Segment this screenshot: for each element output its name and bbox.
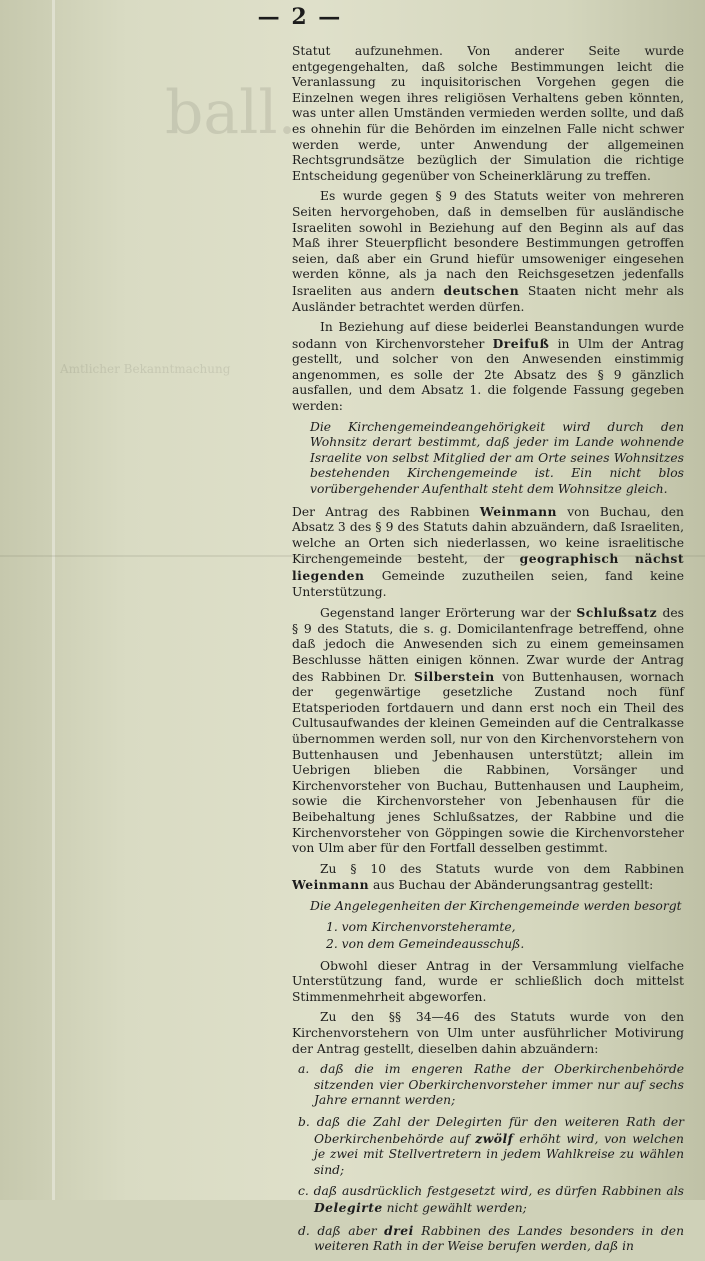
emphasis: zwölf bbox=[475, 1130, 514, 1146]
paragraph bbox=[292, 44, 684, 184]
list-item-text: Rabbinen des Landes besonders in den weiteren Rath in der Weise berufen werden, daß in bbox=[314, 1223, 684, 1254]
list-item: 1. vom Kirchenvorsteheramte, bbox=[326, 920, 516, 935]
paragraph bbox=[292, 862, 684, 894]
paragraph-text: von Buttenhausen, wornach der gegenwärtige gesetzliche Zustand noch fünf Etatsperioden fortdauern und dann erst noch ein Theil des Cultusaufwandes der kleinen Gemeinden auf die Centralkasse übernommen werden soll, nur von den Kirchenvorstehern von Buttenhausen und Jebenhausen unterstützt; allein im Uebrigen blieben die Rabbinen, Vorsänger und Kirchenvorsteher von Buchau, Buttenhausen und Laupheim, sowie die Kirchenvorsteher von Jebenhausen für die Beibehaltung jenes Schlußsatzes, der Rabbine und die Kirchenvorsteher von Göppingen sowie die Kirchenvorsteher von Ulm aber für den Fortfall desselben gestimmt. bbox=[292, 669, 684, 856]
list-item-text: nicht gewählt werden; bbox=[386, 1200, 527, 1215]
emphasis: deutschen bbox=[443, 282, 520, 298]
paragraph bbox=[292, 320, 684, 415]
paragraph-text: Gemeinde zuzutheilen seien, fand keine Unterstützung. bbox=[292, 569, 684, 599]
emphasis: Weinmann bbox=[292, 877, 370, 893]
bleed-through-heading: ball. bbox=[165, 78, 297, 148]
paper-fold-vertical bbox=[52, 0, 55, 1200]
paragraph-text: Es wurde gegen § 9 des Statuts weiter von mehreren Seiten hervorgehoben, daß in demselben für ausländische Israeliten sowohl in Beziehung auf den Beginn als auf das Maß ihrer Steuerpflicht besondere Bestimmungen getroffen seien, daß aber ein Grund hiefür umsoweniger eingesehen werden könne, als ja nach den Reichsgesetzen jedenfalls Israeliten aus andern bbox=[292, 189, 684, 298]
quoted-text: Die Angelegenheiten der Kirchengemeinde werden besorgt bbox=[310, 898, 682, 913]
paragraph-text: Gegenstand langer Erörterung war der bbox=[320, 606, 571, 621]
paragraph-text: Der Antrag des Rabbinen bbox=[292, 504, 470, 519]
list-item-text: d. daß aber bbox=[298, 1223, 377, 1238]
paragraph-text: von Buchau, den Absatz 3 des § 9 des Statuts dahin abzuändern, daß Israeliten, welche an Orten sich niederlassen, wo keine israelitische Kirchengemeinde besteht, der bbox=[292, 504, 684, 567]
sub-list bbox=[326, 920, 684, 952]
list-item-text: c. daß ausdrücklich festgesetzt wird, es dürfen Rabbinen als bbox=[298, 1184, 684, 1199]
emphasis: Delegirte bbox=[314, 1199, 383, 1215]
paragraph-text: des § 9 des Statuts, die s. g. Domicilantenfrage betreffend, ohne daß jedoch die Anwesenden sich zu einem gemeinsamen Beschlusse hätten einigen können. Zwar wurde der Antrag des Rabbinen Dr. bbox=[292, 606, 684, 684]
list-item: a. daß die im engeren Rathe der Oberkirchenbehörde sitzenden vier Oberkirchenvorsteher immer nur auf sechs Jahre ernannt werden; bbox=[298, 1062, 684, 1108]
emphasis: Silberstein bbox=[414, 668, 495, 684]
paragraph bbox=[292, 605, 684, 857]
paragraph: Zu den §§ 34—46 des Statuts wurde von den Kirchenvorstehern von Ulm unter ausführlicher Motivirung der Antrag gestellt, dieselben dahin abzuändern: bbox=[292, 1010, 684, 1056]
list-item bbox=[292, 1223, 684, 1255]
emphasis: Dreifuß bbox=[492, 335, 550, 351]
amendment-list bbox=[292, 1062, 684, 1255]
page-number: — 2 — bbox=[257, 4, 343, 30]
text-column bbox=[292, 44, 684, 1261]
paragraph-text: in Ulm der Antrag gestellt, und solcher von den Anwesenden einstimmig angenommen, es solle der 2te Absatz des § 9 gänzlich ausfallen, und dem Absatz 1. die folgende Fassung gegeben werden: bbox=[292, 336, 684, 414]
list-item-text: erhöht wird, von welchen je zwei mit Stellvertretern in jedem Wahlkreise zu wählen sind; bbox=[314, 1131, 684, 1177]
quoted-text: Die Kirchengemeindeangehörigkeit wird durch den Wohnsitz derart bestimmt, daß jeder im Lande wohnende Israelite von selbst Mitglied der am Orte seines Wohnsitzes bestehenden Kirchengemeinde ist. Ein nicht blos vorübergehender Aufenthalt steht dem Wohnsitze gleich. bbox=[310, 419, 684, 497]
bleed-through-fragment: Amtlicher Bekanntmachung bbox=[60, 362, 231, 376]
paragraph bbox=[292, 189, 684, 315]
emphasis: geographisch nächst liegenden bbox=[292, 551, 684, 583]
paragraph-text: Zu § 10 des Statuts wurde von dem Rabbinen bbox=[320, 861, 684, 876]
list-item bbox=[292, 1115, 684, 1178]
paragraph-text: In Beziehung auf diese beiderlei Beanstandungen wurde sodann von Kirchenvorsteher bbox=[292, 320, 684, 351]
paragraph bbox=[292, 504, 684, 601]
list-item bbox=[292, 1184, 684, 1216]
list-item-text: b. daß die Zahl der Delegirten für den weiteren Rath der Oberkirchenbehörde auf bbox=[298, 1115, 684, 1146]
paragraph-text: aus Buchau der Abänderungsantrag gestellt: bbox=[373, 878, 654, 893]
emphasis: Weinmann bbox=[479, 503, 557, 519]
paragraph: Obwohl dieser Antrag in der Versammlung vielfache Unterstützung fand, wurde er schließlich doch mittelst Stimmenmehrheit abgeworfen. bbox=[292, 958, 684, 1004]
paragraph-text: Statut aufzunehmen. Von anderer Seite wurde entgegengehalten, daß solche Bestimmungen leicht die Veranlassung zu inquisitorischen Vorgehen gegen die Einzelnen wegen ihres religiösen Verhaltens geben könnten, was unter allen Umständen vermieden werden sollte, und daß es ohnehin für die Behörden im einzelnen Falle nicht schwer werden werde, unter Anwendung der allgemeinen Rechtsgrundsätze bezüglich der Simulation die richtige Entscheidung gegenüber von Scheinerklärung zu treffen. bbox=[292, 44, 684, 183]
paragraph-text: Staaten nicht mehr als Ausländer betrachtet werden dürfen. bbox=[292, 283, 684, 314]
emphasis: Schlußsatz bbox=[576, 605, 658, 621]
list-item: 2. von dem Gemeindeausschuß. bbox=[326, 937, 525, 952]
emphasis: drei bbox=[384, 1222, 414, 1238]
